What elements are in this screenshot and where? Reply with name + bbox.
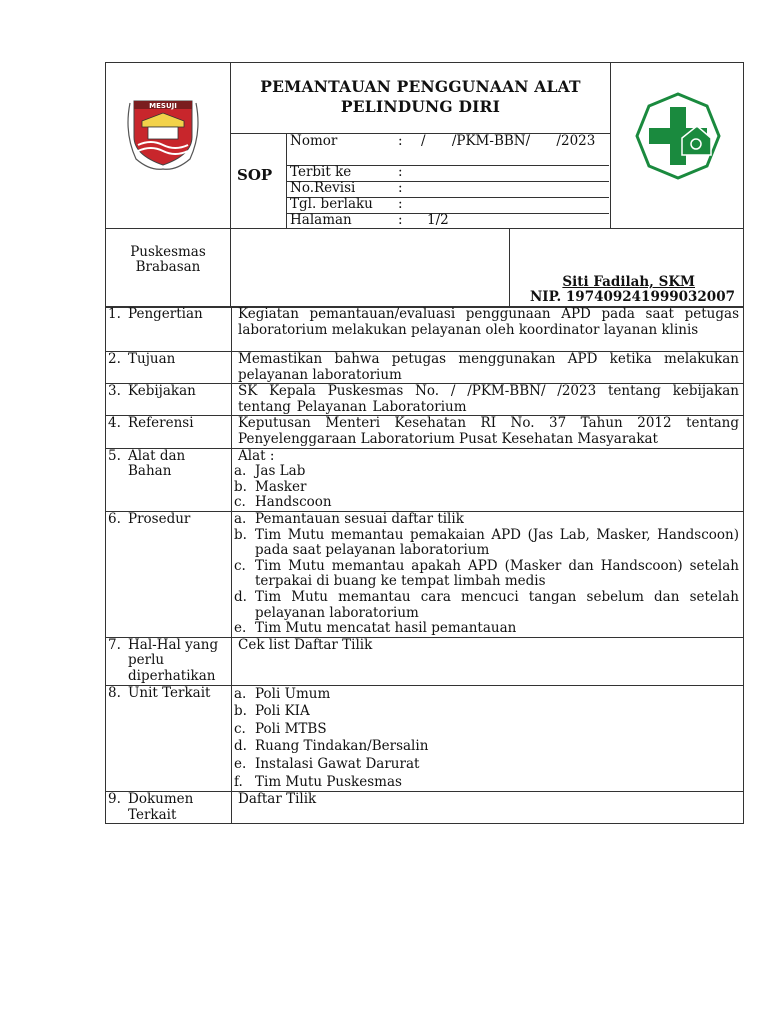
meta-label: Halaman xyxy=(290,212,352,228)
puskesmas-logo-icon xyxy=(611,63,745,230)
row-referensi xyxy=(106,416,744,448)
list-marker: e. xyxy=(234,620,247,637)
document-title xyxy=(231,77,610,117)
list-text: Poli KIA xyxy=(255,703,310,720)
sop-label-cell xyxy=(230,133,287,229)
row-number: 1. xyxy=(108,306,121,322)
row-label-cell xyxy=(106,448,232,511)
row-label-cell xyxy=(106,685,232,792)
row-label-cell xyxy=(106,511,232,637)
row-content xyxy=(232,511,744,637)
meta-value: 1/2 xyxy=(427,212,449,228)
row-label: Hal-Hal yang perlu diperhatikan xyxy=(128,636,219,684)
list-text: Jas Lab xyxy=(255,463,306,480)
row-number: 3. xyxy=(108,383,121,400)
list-marker: e. xyxy=(234,756,247,773)
list-item xyxy=(234,738,739,756)
list-text: Masker xyxy=(255,478,307,495)
list-intro: Alat : xyxy=(238,447,275,464)
row-pengertian xyxy=(106,307,744,352)
list-item xyxy=(234,464,739,480)
list-item xyxy=(234,512,739,528)
health-logo-cell xyxy=(610,62,744,229)
list-marker: c. xyxy=(234,720,246,737)
meta-label: No.Revisi xyxy=(290,180,356,196)
list-text: Poli MTBS xyxy=(255,720,327,737)
list-text: Tim Mutu mencatat hasil pemantauan xyxy=(255,620,517,637)
row-content xyxy=(232,685,744,792)
mesuji-regency-emblem xyxy=(106,63,232,230)
list-text: Pemantauan sesuai daftar tilik xyxy=(255,510,464,527)
signer-name: Siti Fadilah, SKM xyxy=(562,274,695,290)
title-cell xyxy=(230,62,611,134)
meta-row-nomor xyxy=(287,134,609,166)
row-label: Dokumen Terkait xyxy=(128,791,194,823)
sop-label: SOP xyxy=(237,166,273,184)
metadata-table xyxy=(286,133,611,229)
row-number: 7. xyxy=(108,636,121,653)
list-item xyxy=(234,621,739,637)
list-item xyxy=(234,686,739,704)
row-label: Referensi xyxy=(128,415,194,432)
list-text: Instalasi Gawat Darurat xyxy=(255,756,420,773)
list-item xyxy=(234,480,739,496)
meta-colon: : xyxy=(398,164,403,180)
row-number: 2. xyxy=(108,351,121,367)
row-label: Tujuan xyxy=(128,351,176,367)
list-marker: c. xyxy=(234,557,246,574)
row-label-cell xyxy=(106,637,232,685)
row-label-cell xyxy=(106,416,232,448)
list-text: Tim Mutu memantau pemakaian APD (Jas Lab, Masker, Handscoon) pada saat pelayanan laboratorium xyxy=(255,526,739,559)
list-text: Tim Mutu Puskesmas xyxy=(255,773,402,790)
meta-colon: : xyxy=(398,196,403,212)
signer-nip: NIP. 197409241999032007 xyxy=(529,289,735,305)
list-text: Ruang Tindakan/Bersalin xyxy=(255,738,429,755)
sop-content-table xyxy=(105,306,744,824)
list-item xyxy=(234,590,739,621)
row-label: Unit Terkait xyxy=(128,684,211,701)
list-item xyxy=(234,559,739,590)
meta-label: Terbit ke xyxy=(290,164,352,180)
row-hal-hal xyxy=(106,637,744,685)
row-content: Cek list Daftar Tilik xyxy=(232,637,744,685)
list-marker: c. xyxy=(234,494,246,511)
row-content: Keputusan Menteri Kesehatan RI No. 37 Tahun 2012 tentang Penyelenggaraan Laboratorium Pusat Kesehatan Masyarakat xyxy=(232,416,744,448)
row-label-cell xyxy=(106,384,232,416)
meta-colon: : xyxy=(398,212,403,228)
list-marker: b. xyxy=(234,478,247,495)
row-number: 5. xyxy=(108,447,121,464)
row-label: Kebijakan xyxy=(128,383,196,400)
row-content: Kegiatan pemantauan/evaluasi penggunaan APD pada saat petugas laboratorium melakukan pelayanan oleh koordinator layanan klinis xyxy=(232,307,744,352)
row-label-cell xyxy=(106,307,232,352)
meta-label: Tgl. berlaku xyxy=(290,196,373,212)
row-label-cell xyxy=(106,352,232,384)
row-label-cell xyxy=(106,792,232,824)
row-label: Prosedur xyxy=(128,510,191,527)
puskesmas-cell xyxy=(105,228,231,308)
meta-value: / /PKM-BBN/ /2023 xyxy=(421,133,596,149)
list-item xyxy=(234,528,739,559)
list-marker: a. xyxy=(234,685,247,702)
list-marker: b. xyxy=(234,703,247,720)
row-tujuan xyxy=(106,352,744,384)
row-prosedur xyxy=(106,511,744,637)
row-dokumen-terkait xyxy=(106,792,744,824)
row-number: 9. xyxy=(108,791,121,808)
list-item xyxy=(234,756,739,774)
row-label: Pengertian xyxy=(128,306,203,322)
list-text: Handscoon xyxy=(255,494,332,511)
list-marker: d. xyxy=(234,588,247,605)
list-marker: a. xyxy=(234,463,247,480)
list-text: Poli Umum xyxy=(255,685,331,702)
row-content: Memastikan bahwa petugas menggunakan APD ketika melakukan pelayanan laboratorium xyxy=(232,352,744,384)
row-content: Daftar Tilik xyxy=(232,792,744,824)
list-item xyxy=(234,774,739,792)
meta-colon: : xyxy=(398,133,403,149)
list-marker: a. xyxy=(234,510,247,527)
list-item xyxy=(234,721,739,739)
row-number: 8. xyxy=(108,684,121,701)
puskesmas-line-2: Brabasan xyxy=(135,259,201,275)
meta-label: Nomor xyxy=(290,133,338,149)
row-kebijakan xyxy=(106,384,744,416)
list-marker: f. xyxy=(234,773,243,790)
row-number: 4. xyxy=(108,415,121,432)
regency-logo-cell xyxy=(105,62,231,229)
row-unit-terkait xyxy=(106,685,744,792)
list-item xyxy=(234,495,739,511)
list-item xyxy=(234,703,739,721)
row-number: 6. xyxy=(108,510,121,527)
list-text: Tim Mutu memantau cara mencuci tangan sebelum dan setelah pelayanan laboratorium xyxy=(255,588,739,621)
signature-cell xyxy=(509,228,744,308)
title-line-2: PELINDUNG DIRI xyxy=(340,97,501,116)
blank-cell xyxy=(230,228,510,308)
list-marker: b. xyxy=(234,526,247,543)
meta-colon: : xyxy=(398,180,403,196)
meta-row-halaman xyxy=(287,213,609,228)
title-line-1: PEMANTAUAN PENGGUNAAN ALAT xyxy=(260,77,581,96)
document-header xyxy=(105,62,744,308)
puskesmas-name xyxy=(106,245,230,275)
puskesmas-line-1: Puskesmas xyxy=(130,244,206,260)
list-marker: d. xyxy=(234,738,247,755)
row-content: SK Kepala Puskesmas No. / /PKM-BBN/ /2023 tentang kebijakan tentang Pelayanan Laboratorium xyxy=(232,384,744,416)
row-alat-bahan xyxy=(106,448,744,511)
list-text: Tim Mutu memantau apakah APD (Masker dan Handscoon) setelah terpakai di buang ke tempat limbah medis xyxy=(255,557,739,590)
row-label: Alat dan Bahan xyxy=(128,447,186,480)
emblem-banner-text: MESUJI xyxy=(149,102,177,110)
row-content xyxy=(232,448,744,511)
